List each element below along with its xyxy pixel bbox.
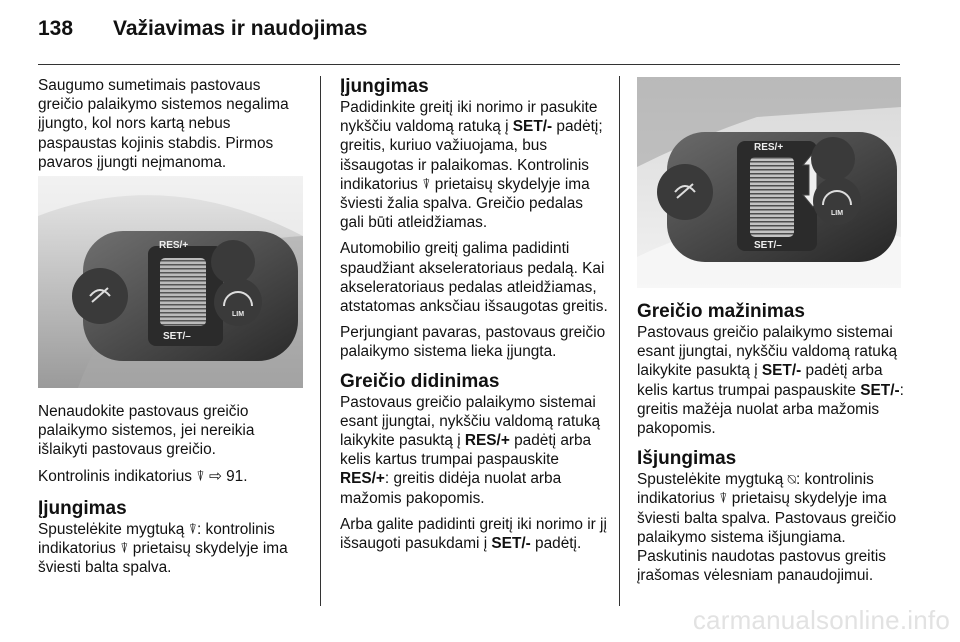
text-fragment: padėtį. xyxy=(530,535,582,553)
cruise-control-icon: ⍒ xyxy=(196,467,205,484)
set-minus-term: SET/- xyxy=(860,381,900,399)
set-minus-label: SET/– xyxy=(163,331,191,342)
lim-label: LIM xyxy=(232,311,245,318)
res-plus-term: RES/+ xyxy=(340,470,385,488)
paragraph-accelerate: Automobilio greitį galima padidinti spaudžiant akseleratoriaus pedalą. Kai akseleratoriaus pedalas atleidžiamas, atstatomas anksčiau išsaugotas greitis. xyxy=(340,240,608,316)
set-minus-term: SET/- xyxy=(491,535,531,553)
text-fragment: Arba galite padidinti greitį iki norimo ir jį išsaugoti pasukdami į xyxy=(340,515,607,553)
text-fragment: Pastovaus greičio palaikymo sistemai esant įjungtai, nykščiu valdomą ratuką laikykite pasuktą į xyxy=(637,324,898,380)
text-fragment: padėtį arba kelis kartus trumpai paspauskite xyxy=(340,432,592,469)
text-fragment: prietaisų skydelyje ima šviesti balta spalva. xyxy=(38,540,288,577)
set-minus-label: SET/– xyxy=(754,240,782,251)
paragraph-decrease-speed xyxy=(637,323,905,438)
watermark: carmanualsonline.info xyxy=(692,605,950,635)
res-plus-term: RES/+ xyxy=(464,432,510,450)
section-heading-activation: Įjungimas xyxy=(340,76,429,97)
text-fragment: Spustelėkite mygtuką xyxy=(637,471,788,489)
column-2 xyxy=(340,76,608,560)
text-fragment: padėtį; greitis, kuriuo važiuojama, bus išsaugotas ir palaikomas. Kontrolinis indikatorius xyxy=(340,118,603,193)
text-fragment: prietaisų skydelyje ima šviesti žalia spalva. Greičio pedalas gali būti atleidžiamas. xyxy=(340,175,590,232)
section-heading-activation: Įjungimas xyxy=(38,497,127,519)
paragraph-increase-speed xyxy=(340,393,608,508)
text-fragment: : greitis mažėja nuolat arba mažomis pakopomis. xyxy=(637,381,904,438)
cruise-control-icon: ⍒ xyxy=(188,520,197,537)
section-heading-decrease-speed: Greičio mažinimas xyxy=(637,301,805,322)
section-heading-increase-speed: Greičio didinimas xyxy=(340,370,500,392)
text-fragment: : kontrolinis indikatorius xyxy=(38,520,275,558)
paragraph-activation xyxy=(38,520,306,578)
paragraph-gear-change: Perjungiant pavaras, pastovaus greičio palaikymo sistema lieka įjungta. xyxy=(340,324,606,361)
steering-wheel-illustration xyxy=(38,176,303,388)
page-header xyxy=(38,17,900,65)
section-heading-deactivation: Išjungimas xyxy=(637,448,737,470)
cruise-off-icon: ⍉ xyxy=(787,471,796,488)
paragraph-deactivation xyxy=(637,470,905,585)
column-divider-1 xyxy=(320,76,321,606)
text-fragment: : kontrolinis indikatorius xyxy=(637,471,874,508)
cruise-control-icon: ⍒ xyxy=(719,490,728,507)
text-fragment: : greitis didėja nuolat arba mažomis pakopomis. xyxy=(340,470,562,507)
paragraph-increase-alt xyxy=(340,515,608,553)
column-3 xyxy=(637,76,905,592)
paragraph-indicator-ref xyxy=(38,467,306,486)
paragraph-usage-note: Nenaudokite pastovaus greičio palaikymo sistemos, jei nereikia išlaikyti pastovaus greičio. xyxy=(38,403,255,459)
text-fragment: Kontrolinis indikatorius xyxy=(38,467,197,485)
set-minus-term: SET/- xyxy=(761,362,802,380)
text-fragment: Spustelėkite mygtuką xyxy=(38,520,189,538)
page-number: 138 xyxy=(38,17,74,40)
text-fragment: padėtį arba kelis kartus trumpai paspauskite xyxy=(637,362,883,399)
column-divider-2 xyxy=(619,76,620,606)
res-plus-label: RES/+ xyxy=(754,142,784,153)
text-fragment: Pastovaus greičio palaikymo sistemai esant įjungtai, nykščiu valdomą ratuką laikykite pasuktą į xyxy=(340,393,601,450)
res-plus-label: RES/+ xyxy=(159,240,189,251)
page-reference-link[interactable]: ⇨ 91. xyxy=(204,467,248,485)
text-fragment: prietaisų skydelyje ima šviesti balta spalva. Pastovaus greičio palaikymo sistema išjungiama. Paskutinis naudotas pastovus greitis įrašomas vėlesniam panaudojimui. xyxy=(637,490,897,585)
cruise-control-icon: ⍒ xyxy=(120,540,129,557)
figure-spacer xyxy=(637,76,905,301)
set-minus-term: SET/- xyxy=(512,118,553,136)
paragraph-set-speed xyxy=(340,98,608,232)
cruise-control-icon: ⍒ xyxy=(422,175,431,192)
lim-label: LIM xyxy=(831,210,844,217)
paragraph-safety: Saugumo sumetimais pastovaus greičio palaikymo sistemos negalima įjungto, kol nors kartą nebus paspaustas kojinis stabdis. Pirmos pavaros įjungti neįmanoma. xyxy=(38,77,289,171)
text-fragment: Padidinkite greitį iki norimo ir pasukite nykščiu valdomą ratuką į xyxy=(340,99,598,136)
steering-wheel-controls-figure xyxy=(38,176,303,388)
page-title: Važiavimas ir naudojimas xyxy=(113,17,368,40)
